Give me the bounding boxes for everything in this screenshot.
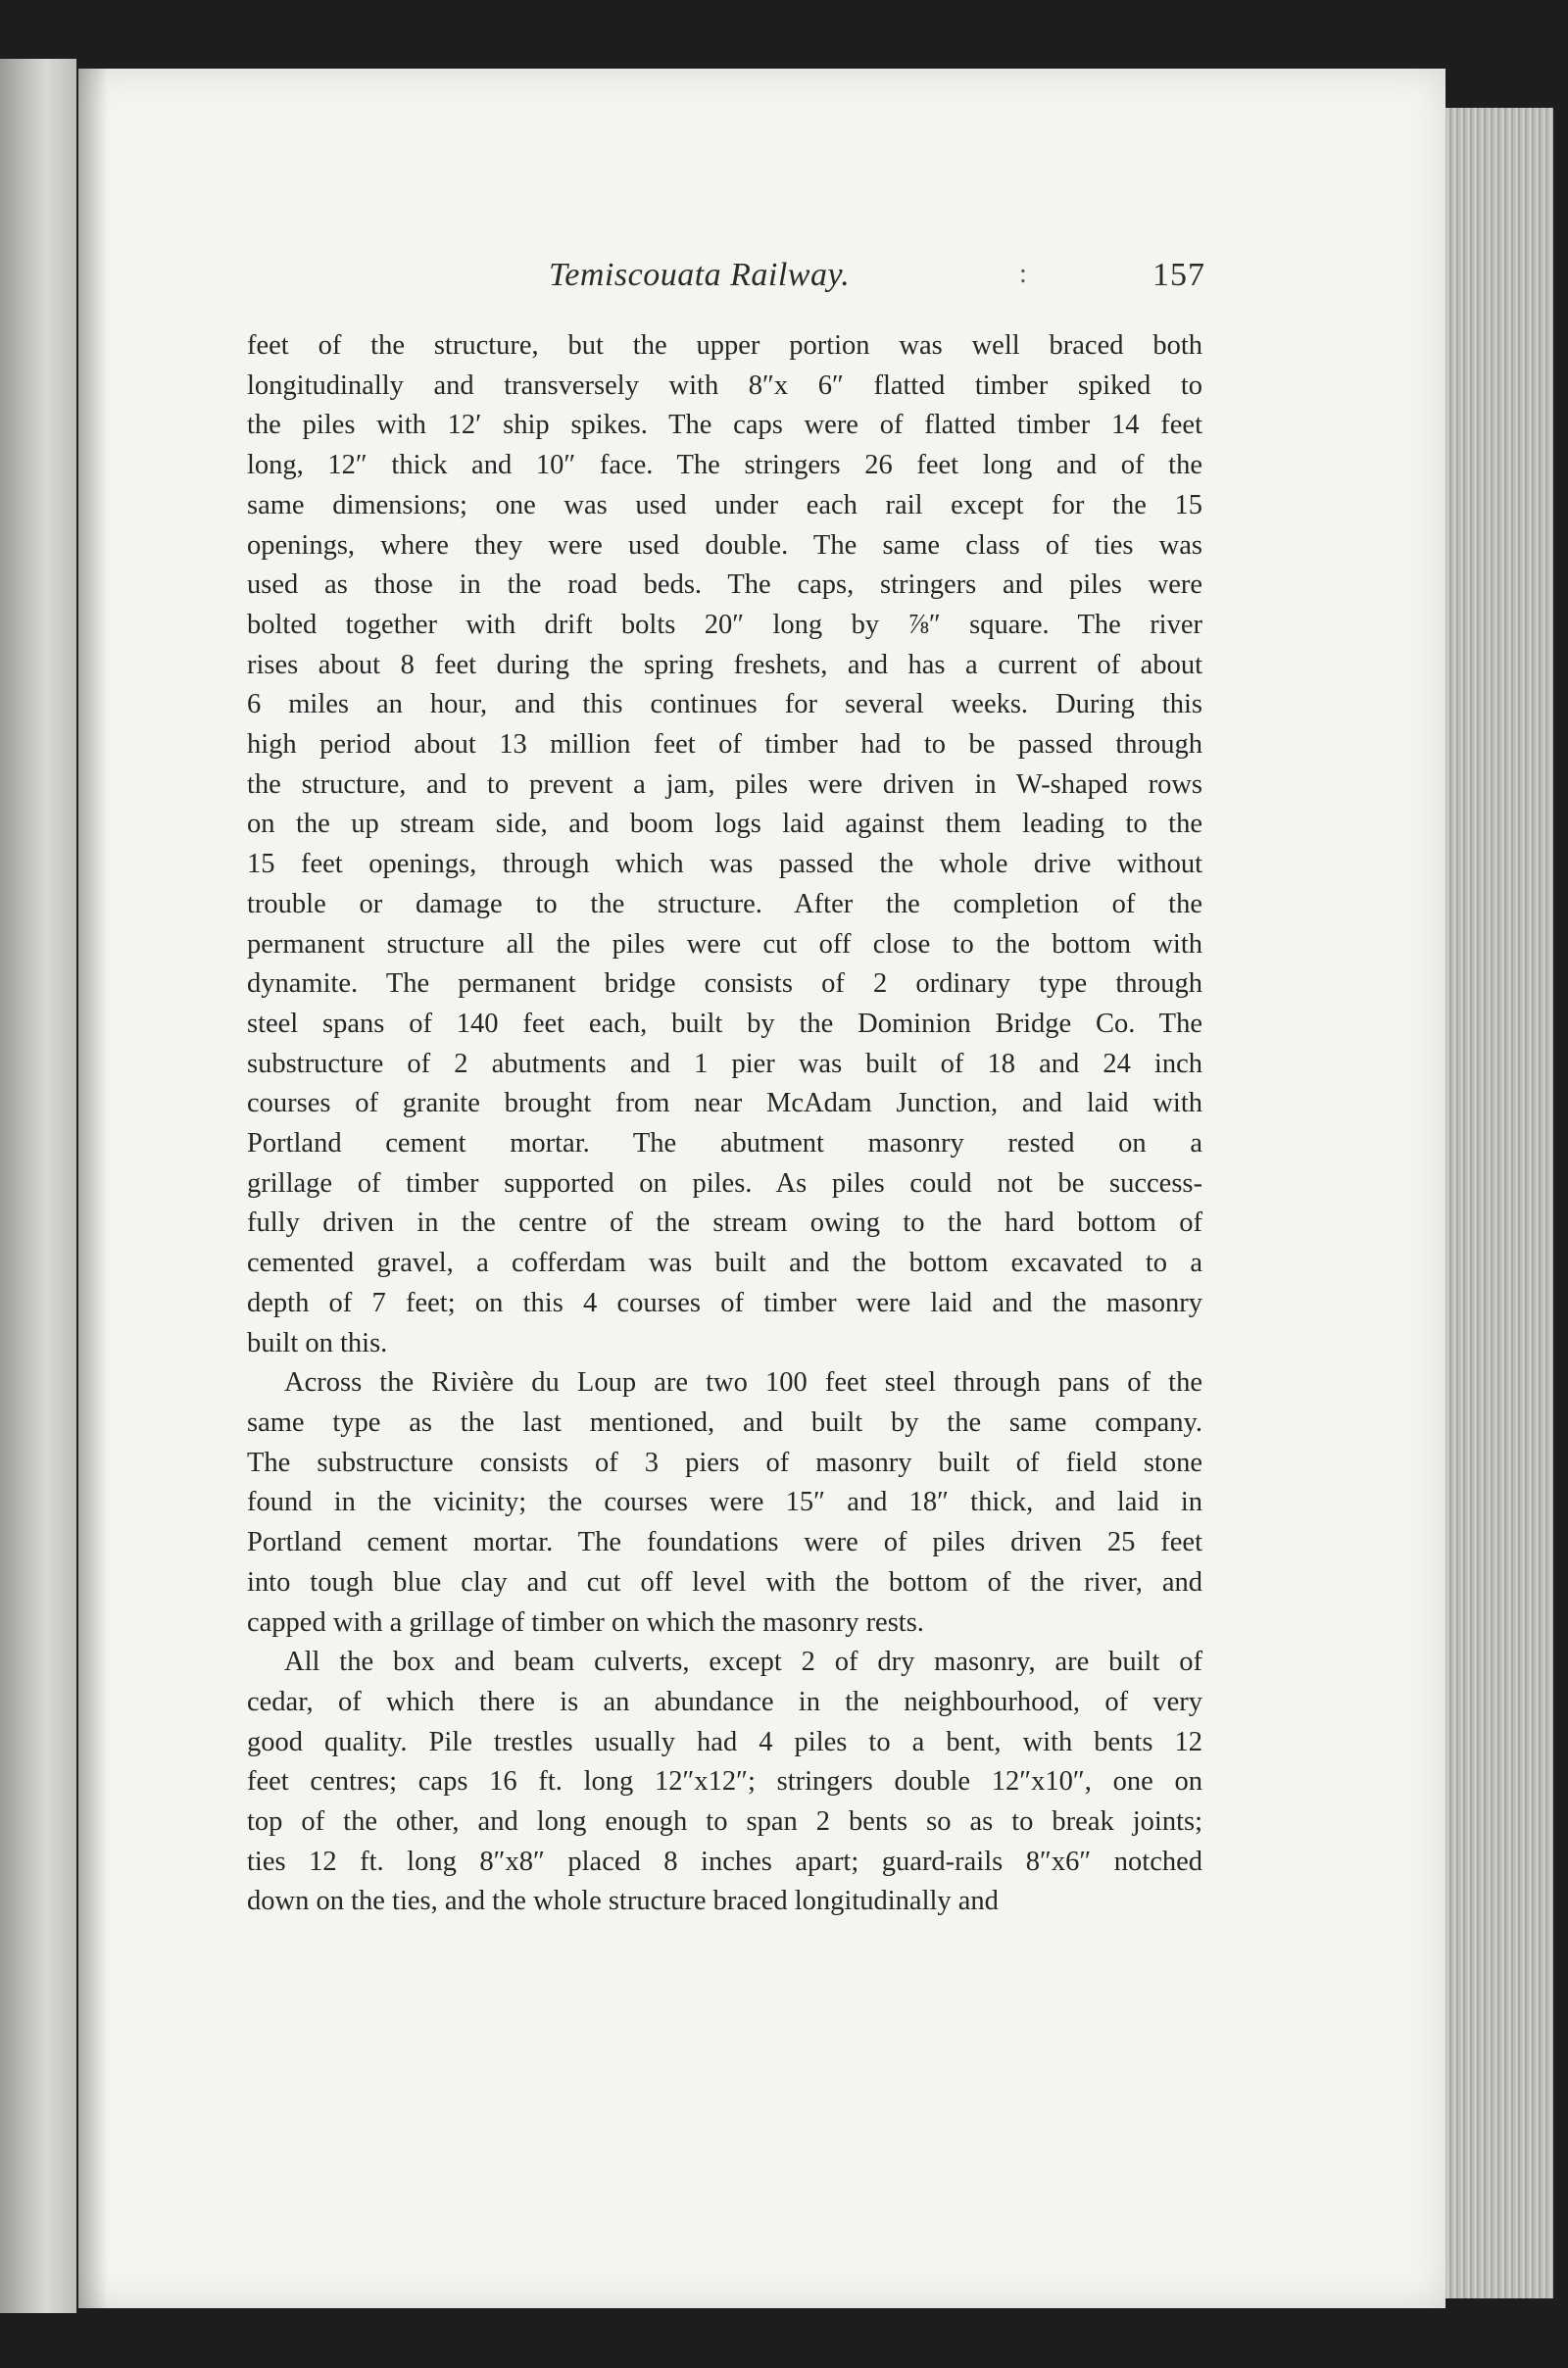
text-line: Portland cement mortar. The abutment masonry rested on a <box>247 1128 1202 1159</box>
text-line: trouble or damage to the structure. After the completion of the <box>247 888 1202 919</box>
left-page-edge <box>0 59 76 2313</box>
text-line: on the up stream side, and boom logs laid against them leading to the <box>247 809 1202 840</box>
text-line: the structure, and to prevent a jam, piles were driven in W-shaped rows <box>247 768 1202 800</box>
body-text <box>247 326 1202 1922</box>
paragraph <box>247 1643 1202 1922</box>
text-line: good quality. Pile trestles usually had 4 piles to a bent, with bents 12 <box>247 1726 1202 1757</box>
text-line: top of the other, and long enough to span 2 bents so as to break joints; <box>247 1806 1202 1838</box>
paragraph <box>247 1363 1202 1643</box>
text-line: rises about 8 feet during the spring freshets, and has a current of about <box>247 649 1202 680</box>
header-mark: : <box>1019 259 1027 289</box>
page-stack-edges <box>1446 108 1553 2298</box>
text-line: high period about 13 million feet of timber had to be passed through <box>247 729 1202 761</box>
text-line: cedar, of which there is an abundance in the neighbourhood, of very <box>247 1686 1202 1717</box>
text-line: grillage of timber supported on piles. As piles could not be success- <box>247 1167 1202 1199</box>
text-line: cemented gravel, a cofferdam was built and the bottom excavated to a <box>247 1248 1202 1279</box>
text-line: same type as the last mentioned, and built by the same company. <box>247 1406 1202 1438</box>
text-line: 6 miles an hour, and this continues for several weeks. During this <box>247 689 1202 720</box>
text-line: bolted together with drift bolts 20″ long by ⅞″ square. The river <box>247 609 1202 640</box>
text-line: permanent structure all the piles were cut off close to the bottom with <box>247 928 1202 960</box>
text-line: All the box and beam culverts, except 2 of dry masonry, are built of <box>284 1647 1202 1678</box>
text-line: courses of granite brought from near McAdam Junction, and laid with <box>247 1088 1202 1119</box>
text-line: found in the vicinity; the courses were 15″ and 18″ thick, and laid in <box>247 1487 1202 1518</box>
text-line: Across the Rivière du Loup are two 100 feet steel through pans of the <box>284 1367 1202 1399</box>
text-line: longitudinally and transversely with 8″x 6″ flatted timber spiked to <box>247 370 1202 401</box>
text-line: steel spans of 140 feet each, built by the Dominion Bridge Co. The <box>247 1008 1202 1039</box>
text-line: down on the ties, and the whole structure braced longitudinally and <box>247 1886 999 1917</box>
text-line: capped with a grillage of timber on which the masonry rests. <box>247 1606 924 1638</box>
page-header <box>549 257 1205 306</box>
text-line: long, 12″ thick and 10″ face. The stringers 26 feet long and of the <box>247 450 1202 481</box>
text-line: 15 feet openings, through which was passed the whole drive without <box>247 849 1202 880</box>
text-line: feet centres; caps 16 ft. long 12″x12″; stringers double 12″x10″, one on <box>247 1766 1202 1798</box>
text-line: dynamite. The permanent bridge consists of 2 ordinary type through <box>247 968 1202 1000</box>
text-line: depth of 7 feet; on this 4 courses of timber were laid and the masonry <box>247 1287 1202 1318</box>
running-title: Temiscouata Railway. <box>549 257 851 293</box>
text-line: the piles with 12′ ship spikes. The caps were of flatted timber 14 feet <box>247 410 1202 441</box>
text-line: used as those in the road beds. The caps, stringers and piles were <box>247 569 1202 601</box>
text-line: fully driven in the centre of the stream owing to the hard bottom of <box>247 1208 1202 1239</box>
page-number: 157 <box>1152 257 1205 293</box>
text-line: ties 12 ft. long 8″x8″ placed 8 inches apart; guard-rails 8″x6″ notched <box>247 1846 1202 1877</box>
text-line: openings, where they were used double. The same class of ties was <box>247 529 1202 561</box>
text-line: built on this. <box>247 1327 388 1358</box>
text-line: same dimensions; one was used under each rail except for the 15 <box>247 489 1202 520</box>
text-line: Portland cement mortar. The foundations were of piles driven 25 feet <box>247 1527 1202 1558</box>
text-line: substructure of 2 abutments and 1 pier was built of 18 and 24 inch <box>247 1048 1202 1079</box>
text-line: The substructure consists of 3 piers of masonry built of field stone <box>247 1447 1202 1478</box>
gutter-shadow <box>78 69 108 2308</box>
paragraph <box>247 326 1202 1363</box>
text-line: into tough blue clay and cut off level with the bottom of the river, and <box>247 1566 1202 1598</box>
text-line: feet of the structure, but the upper portion was well braced both <box>247 330 1202 361</box>
